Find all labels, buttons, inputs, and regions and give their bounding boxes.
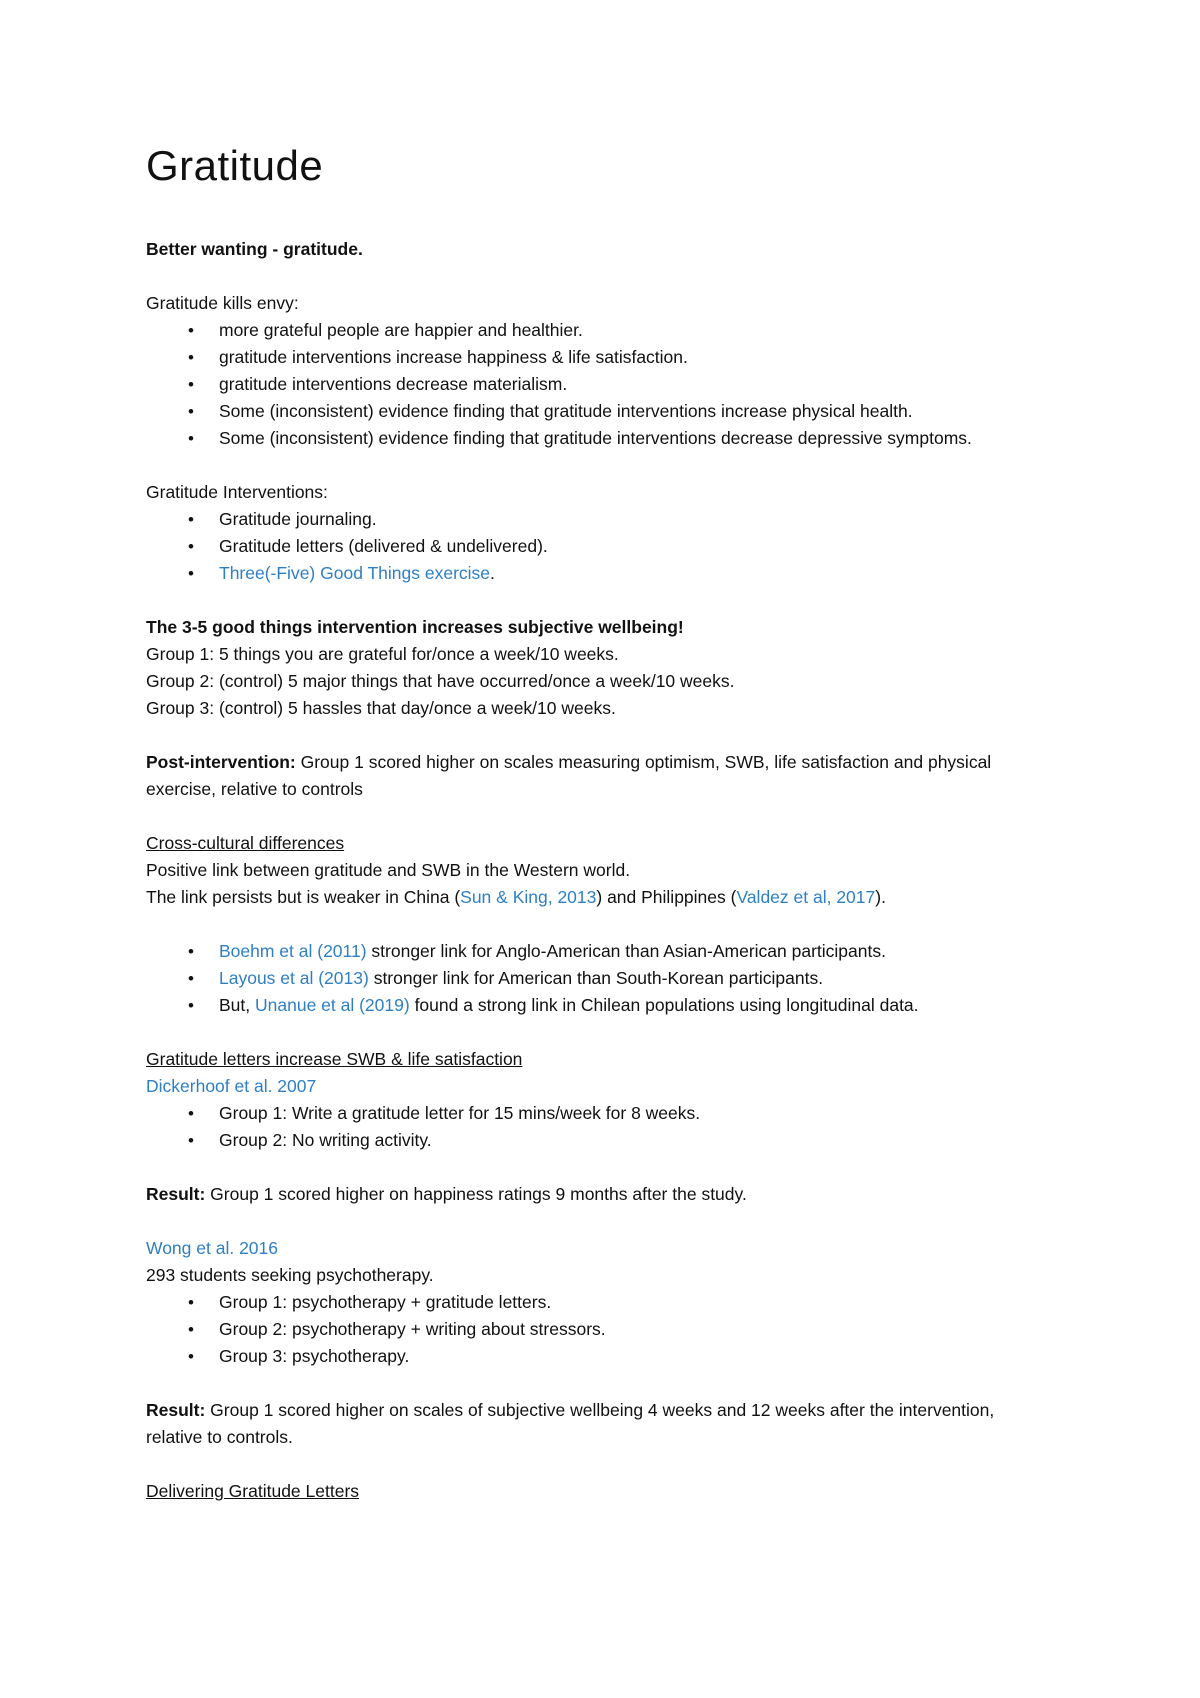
wong-link[interactable]: Wong et al. 2016 bbox=[146, 1238, 278, 1258]
good-things-link[interactable]: Three(-Five) Good Things exercise bbox=[219, 563, 491, 583]
letters-heading: Gratitude letters increase SWB & life satisfaction bbox=[146, 1049, 523, 1069]
interventions-list bbox=[146, 506, 1046, 587]
list-item: • Group 1: psychotherapy + gratitude letters. bbox=[146, 1289, 1046, 1316]
result-paragraph: Result: Group 1 scored higher on scales of subjective wellbeing 4 weeks and 12 weeks after the intervention, relative to controls. bbox=[146, 1400, 995, 1447]
bullet-icon: • bbox=[188, 564, 194, 583]
group-line: Group 2: (control) 5 major things that have occurred/once a week/10 weeks. bbox=[146, 671, 735, 691]
list-item: • more grateful people are happier and healthier. bbox=[146, 317, 1046, 344]
page-title: Gratitude bbox=[146, 142, 324, 189]
wong-list bbox=[146, 1289, 1046, 1370]
cross-cultural-line: Positive link between gratitude and SWB in the Western world. bbox=[146, 860, 631, 880]
bullet-icon: • bbox=[188, 969, 194, 988]
bullet-icon: • bbox=[188, 321, 194, 340]
dickerhoof-link[interactable]: Dickerhoof et al. 2007 bbox=[146, 1076, 317, 1096]
good-things-heading: The 3-5 good things intervention increases subjective wellbeing! bbox=[146, 617, 684, 637]
dickerhoof-list bbox=[146, 1100, 1046, 1154]
list-item: • Gratitude journaling. bbox=[146, 506, 1046, 533]
valdez-link[interactable]: Valdez et al, 2017 bbox=[736, 887, 876, 907]
bullet-icon: • bbox=[188, 510, 194, 529]
bullet-icon: • bbox=[188, 375, 194, 394]
bullet-icon: • bbox=[188, 429, 194, 448]
cross-cultural-line: The link persists but is weaker in China (Sun & King, 2013) and Philippines (Valdez et al, 2017). bbox=[146, 887, 886, 907]
bullet-icon: • bbox=[188, 537, 194, 556]
list-item: • Group 3: psychotherapy. bbox=[146, 1343, 1046, 1370]
delivering-heading: Delivering Gratitude Letters bbox=[146, 1481, 360, 1501]
interventions-heading: Gratitude Interventions: bbox=[146, 482, 328, 502]
document-body bbox=[146, 140, 1046, 1505]
bullet-icon: • bbox=[188, 1293, 194, 1312]
sun-king-link[interactable]: Sun & King, 2013 bbox=[460, 887, 597, 907]
bullet-icon: • bbox=[188, 1347, 194, 1366]
bullet-icon: • bbox=[188, 402, 194, 421]
bullet-icon: • bbox=[188, 1131, 194, 1150]
list-item: • Group 2: psychotherapy + writing about stressors. bbox=[146, 1316, 1046, 1343]
list-item: • gratitude interventions increase happiness & life satisfaction. bbox=[146, 344, 1046, 371]
result-paragraph: Result: Group 1 scored higher on happiness ratings 9 months after the study. bbox=[146, 1184, 747, 1204]
list-item: • gratitude interventions decrease materialism. bbox=[146, 371, 1046, 398]
list-item: • Group 1: Write a gratitude letter for 15 mins/week for 8 weeks. bbox=[146, 1100, 1046, 1127]
bullet-icon: • bbox=[188, 1320, 194, 1339]
bullet-icon: • bbox=[188, 942, 194, 961]
boehm-link[interactable]: Boehm et al (2011) bbox=[219, 941, 367, 961]
list-item: • Group 2: No writing activity. bbox=[146, 1127, 1046, 1154]
cross-cultural-list bbox=[146, 938, 1046, 1019]
list-item: • Some (inconsistent) evidence finding that gratitude interventions increase physical health. bbox=[146, 398, 1046, 425]
group-line: Group 3: (control) 5 hassles that day/once a week/10 weeks. bbox=[146, 698, 616, 718]
list-item: • Three(-Five) Good Things exercise. bbox=[146, 560, 1046, 587]
subtitle: Better wanting - gratitude. bbox=[146, 239, 363, 259]
layous-link[interactable]: Layous et al (2013) bbox=[219, 968, 369, 988]
bullet-icon: • bbox=[188, 348, 194, 367]
list-item: • But, Unanue et al (2019) found a strong link in Chilean populations using longitudinal data. bbox=[146, 992, 1046, 1019]
envy-list bbox=[146, 317, 1046, 452]
envy-heading: Gratitude kills envy: bbox=[146, 293, 299, 313]
bullet-icon: • bbox=[188, 1104, 194, 1123]
group-line: Group 1: 5 things you are grateful for/once a week/10 weeks. bbox=[146, 644, 619, 664]
list-item: • Layous et al (2013) stronger link for American than South-Korean participants. bbox=[146, 965, 1046, 992]
cross-cultural-heading: Cross-cultural differences bbox=[146, 833, 345, 853]
list-item: • Gratitude letters (delivered & undelivered). bbox=[146, 533, 1046, 560]
list-item: • Some (inconsistent) evidence finding that gratitude interventions decrease depressive symptoms. bbox=[146, 425, 1046, 452]
unanue-link[interactable]: Unanue et al (2019) bbox=[255, 995, 410, 1015]
list-item: • Boehm et al (2011) stronger link for Anglo-American than Asian-American participants. bbox=[146, 938, 1046, 965]
bullet-icon: • bbox=[188, 996, 194, 1015]
wong-intro: 293 students seeking psychotherapy. bbox=[146, 1265, 434, 1285]
post-intervention-paragraph: Post-intervention: Group 1 scored higher on scales measuring optimism, SWB, life satisfaction and physical exercise, relative to controls bbox=[146, 752, 992, 799]
